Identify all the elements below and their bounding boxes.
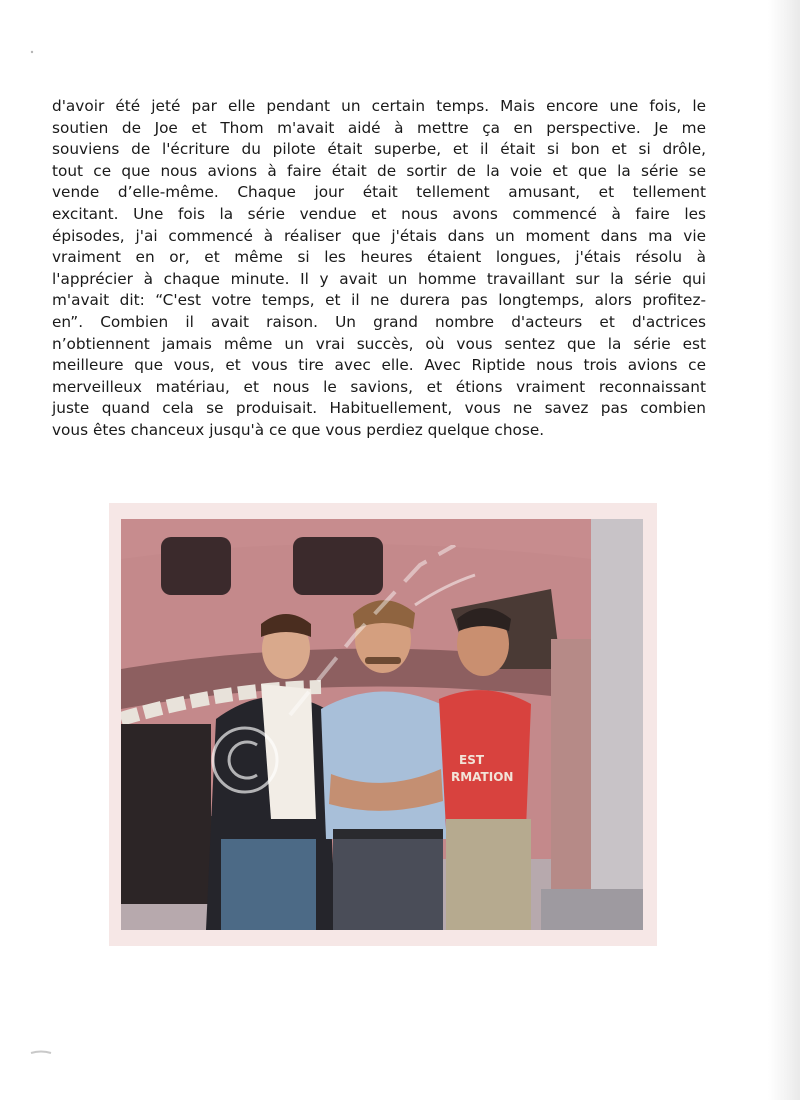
text-line: vende d’elle-même. Chaque jour était tellement amusant, et tellement [52, 183, 706, 202]
text-line: vous êtes chanceux jusqu'à ce que vous perdiez quelque chose. [52, 420, 545, 439]
photo-illustration [121, 519, 643, 930]
text-line: n’obtiennent jamais même un vrai succès, où vous sentez que la série est [52, 334, 706, 353]
text-line: m'avait dit: “C'est votre temps, et il ne durera pas longtemps, alors profitez- [52, 291, 706, 310]
cast-photo [121, 519, 643, 930]
text-line: souviens de l'écriture du pilote était superbe, et il était si bon et si drôle, [52, 140, 706, 159]
text-line: excitant. Une fois la série vendue et nous avons commencé à faire les [52, 204, 706, 223]
text-line: vraiment en or, et même si les heures étaient longues, j'étais résolu à [52, 248, 706, 267]
text-line: l'apprécier à chaque minute. Il y avait un homme travaillant sur la série qui [52, 269, 706, 288]
text-line: en”. Combien il avait raison. Un grand nombre d'acteurs et d'actrices [52, 312, 706, 331]
page-edge-shadow [768, 0, 800, 1100]
scan-mark [30, 50, 34, 54]
text-line: meilleure que vous, et vous tire avec elle. Avec Riptide nous trois avions ce [52, 356, 706, 375]
text-line: juste quand cela se produisait. Habituellement, vous ne savez pas combien [52, 399, 706, 418]
text-line: soutien de Joe et Thom m'avait aidé à mettre ça en perspective. Je me [52, 118, 706, 137]
body-paragraph [52, 96, 706, 442]
text-line: épisodes, j'ai commencé à réaliser que j'étais dans un moment dans ma vie [52, 226, 706, 245]
scan-mark [30, 1050, 52, 1056]
text-line: tout ce que nous avions à faire était de sortir de la voie et que la série se [52, 161, 706, 180]
text-line: merveilleux matériau, et nous le savions, et étions vraiment reconnaissant [52, 377, 706, 396]
photo-frame [109, 503, 657, 946]
text-line: d'avoir été jeté par elle pendant un certain temps. Mais encore une fois, le [52, 97, 706, 115]
shirt-print-2: RMATION [451, 770, 514, 784]
shirt-print-1: EST [459, 753, 485, 767]
